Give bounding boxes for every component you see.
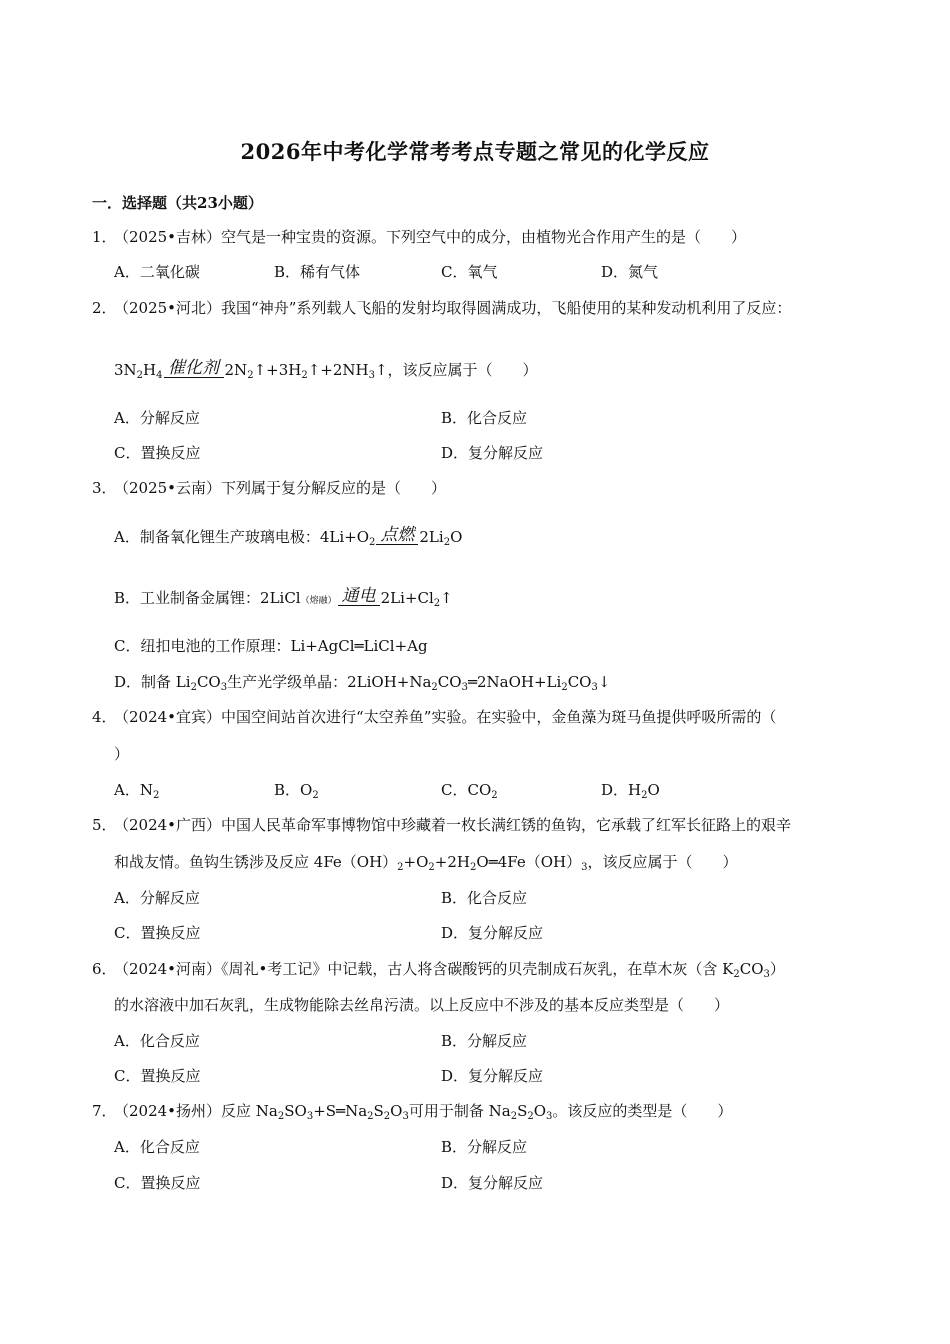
- question-stem: （2024•广西）中国人民革命军事博物馆中珍藏着一枚长满红锈的鱼钩，它承载了红军长征路上的艰辛: [114, 816, 792, 834]
- q6-option-b: B．分解反应: [441, 1032, 528, 1050]
- q1-option-c: C．氧气: [441, 263, 498, 281]
- eq-sub: 3: [581, 862, 588, 873]
- question-number: 3．: [92, 479, 117, 497]
- eq-sub: 2: [428, 862, 435, 873]
- stem-text: O: [390, 1102, 403, 1120]
- stem-text: ）: [769, 960, 785, 978]
- q6-option-c: C．置换反应: [114, 1067, 201, 1085]
- question-7: [92, 1101, 732, 1121]
- q7-option-c: C．置换反应: [114, 1174, 201, 1192]
- option-text: B．O: [274, 781, 313, 799]
- question-number: 7．: [92, 1102, 117, 1120]
- q6-option-a: A．化合反应: [114, 1032, 200, 1050]
- q1-option-b: B．稀有气体: [274, 263, 361, 281]
- question-1: [92, 227, 746, 247]
- option-text: D．H: [601, 781, 642, 799]
- eq-sub: 2: [527, 1111, 534, 1122]
- eq-sub: 2: [443, 537, 451, 548]
- eq-sub: 2: [733, 969, 740, 980]
- stem-text: +S═Na: [313, 1102, 368, 1120]
- q7-option-a: A．化合反应: [114, 1138, 200, 1156]
- eq-sub: 2: [367, 1111, 374, 1122]
- stem-text: ，该反应属于（ ）: [587, 853, 738, 871]
- question-number: 6．: [92, 960, 117, 978]
- question-stem: （2024•扬州）反应 Na: [114, 1102, 278, 1120]
- question-4-continued: ）: [114, 745, 130, 763]
- eq-sub: 2: [136, 370, 144, 381]
- option-text: ↓: [597, 673, 611, 691]
- stem-text: 可用于制备 Na: [408, 1102, 511, 1120]
- reaction-condition-arrow: [376, 525, 418, 545]
- question-stem: （2024•宜宾）中国空间站首次进行“太空养鱼”实验。在实验中，金鱼藻为斑马鱼提供呼吸所需的（: [114, 708, 777, 726]
- q2-equation: [114, 360, 538, 380]
- eq-sub: 3: [546, 1111, 553, 1122]
- q3-option-a: [114, 527, 462, 547]
- q4-option-d: [601, 780, 660, 800]
- eq-sub: 3: [763, 969, 770, 980]
- option-text: A．N: [114, 781, 153, 799]
- q7-option-b: B．分解反应: [441, 1138, 528, 1156]
- stem-text: S: [517, 1102, 528, 1120]
- stem-text: SO: [284, 1102, 307, 1120]
- stem-text: S: [373, 1102, 384, 1120]
- eq-sub: 3: [220, 682, 228, 693]
- eq-sub: 3: [306, 1111, 314, 1122]
- eq-sub: 2: [152, 790, 160, 801]
- option-text: ═2NaOH+Li: [467, 673, 562, 691]
- eq-sub: 2: [431, 682, 438, 693]
- eq-text: 3N: [114, 361, 137, 379]
- option-text: C．CO: [441, 781, 492, 799]
- eq-sub: 2: [510, 1111, 518, 1122]
- question-stem: （2025•河北）我国“神舟”系列载人飞船的发射均取得圆满成功，飞船使用的某种发动机利用了反应：: [114, 299, 792, 317]
- eq-sub: 2: [561, 682, 568, 693]
- question-5: [92, 815, 791, 835]
- stem-text: +2H: [434, 853, 470, 871]
- state-note: （熔融）: [300, 596, 337, 606]
- question-number: 1．: [92, 228, 117, 246]
- eq-sub: 4: [156, 370, 163, 381]
- eq-sub: 3: [591, 682, 598, 693]
- q2-option-c: C．置换反应: [114, 444, 201, 462]
- q7-option-d: D．复分解反应: [441, 1174, 544, 1192]
- eq-sub: 2: [277, 1111, 285, 1122]
- option-text: ↑: [440, 589, 453, 607]
- option-text: O: [647, 781, 660, 799]
- q3-option-c: C．纽扣电池的工作原理：Li+AgCl═LiCl+Ag: [114, 637, 428, 655]
- eq-text: ↑+3H: [253, 361, 302, 379]
- q6-option-d: D．复分解反应: [441, 1067, 544, 1085]
- eq-text: ↑，该反应属于（ ）: [374, 361, 538, 379]
- q2-option-a: A．分解反应: [114, 409, 200, 427]
- option-text: CO: [567, 673, 592, 691]
- option-text: D．制备 Li: [114, 673, 191, 691]
- question-4: [92, 707, 776, 727]
- q1-option-d: D．氮气: [601, 263, 659, 281]
- reaction-condition-label: 点燃: [380, 525, 415, 545]
- q5-option-c: C．置换反应: [114, 924, 201, 942]
- stem-text: O═4Fe（OH）: [476, 853, 582, 871]
- eq-sub: 2: [312, 790, 319, 801]
- reaction-condition-arrow: [164, 358, 224, 378]
- q3-option-b: [114, 588, 453, 611]
- eq-sub: 2: [190, 682, 197, 693]
- option-text: 2Li: [419, 528, 444, 546]
- option-text: CO: [196, 673, 221, 691]
- stem-text: CO: [739, 960, 764, 978]
- stem-text: O: [533, 1102, 547, 1120]
- eq-sub: 2: [433, 598, 441, 609]
- reaction-condition-arrow: [338, 586, 380, 606]
- option-text: B．工业制备金属锂：2LiCl: [114, 589, 301, 607]
- eq-sub: 2: [491, 790, 498, 801]
- question-number: 5．: [92, 816, 117, 834]
- stem-text: 和战友情。鱼钩生锈涉及反应 4Fe（OH）: [114, 853, 398, 871]
- question-6: [92, 959, 785, 979]
- option-text: CO: [437, 673, 462, 691]
- q3-option-d: [114, 672, 610, 692]
- q5-option-d: D．复分解反应: [441, 924, 544, 942]
- stem-text: +O: [403, 853, 429, 871]
- q2-option-b: B．化合反应: [441, 409, 528, 427]
- question-5-continued: [114, 852, 737, 872]
- option-text: 生产光学级单晶：2LiOH+Na: [227, 673, 432, 691]
- page-title: 2026年中考化学常考考点专题之常见的化学反应: [240, 139, 710, 164]
- question-stem: （2025•云南）下列属于复分解反应的是（ ）: [114, 479, 447, 497]
- eq-sub: 2: [383, 1111, 391, 1122]
- eq-sub: 3: [461, 682, 468, 693]
- eq-text: H: [143, 361, 157, 379]
- reaction-condition-label: 通电: [341, 586, 376, 606]
- question-stem: （2024•河南）《周礼•考工记》中记载，古人将含碳酸钙的贝壳制成石灰乳，在草木灰（含 K: [114, 960, 734, 978]
- stem-text: 。该反应的类型是（ ）: [552, 1102, 733, 1120]
- q4-option-a: [114, 780, 159, 800]
- section-heading: 一．选择题（共23小题）: [92, 194, 263, 212]
- eq-sub: 2: [397, 862, 404, 873]
- eq-sub: 2: [301, 370, 308, 381]
- question-stem: （2025•吉林）空气是一种宝贵的资源。下列空气中的成分，由植物光合作用产生的是（ ）: [114, 228, 747, 246]
- q1-option-a: A．二氧化碳: [114, 263, 200, 281]
- option-text: O: [450, 528, 463, 546]
- eq-sub: 2: [369, 537, 376, 548]
- question-6-continued: 的水溶液中加石灰乳，生成物能除去丝帛污渍。以上反应中不涉及的基本反应类型是（ ）: [114, 996, 730, 1014]
- q5-option-a: A．分解反应: [114, 889, 200, 907]
- question-number: 2．: [92, 299, 117, 317]
- eq-sub: 2: [641, 790, 648, 801]
- eq-sub: 3: [402, 1111, 409, 1122]
- eq-text: 2N: [224, 361, 248, 379]
- question-number: 4．: [92, 708, 117, 726]
- eq-sub: 2: [247, 370, 254, 381]
- q4-option-c: [441, 780, 498, 800]
- q4-option-b: [274, 780, 319, 800]
- eq-sub: 3: [368, 370, 375, 381]
- question-2: [92, 298, 791, 318]
- eq-sub: 2: [469, 862, 477, 873]
- q2-option-d: D．复分解反应: [441, 444, 544, 462]
- option-text: A．制备氧化锂生产玻璃电极：4Li+O: [114, 528, 370, 546]
- question-3: [92, 478, 446, 498]
- option-text: 2Li+Cl: [380, 589, 434, 607]
- q5-option-b: B．化合反应: [441, 889, 528, 907]
- eq-text: ↑+2NH: [307, 361, 369, 379]
- reaction-condition-label: 催化剂: [168, 358, 220, 378]
